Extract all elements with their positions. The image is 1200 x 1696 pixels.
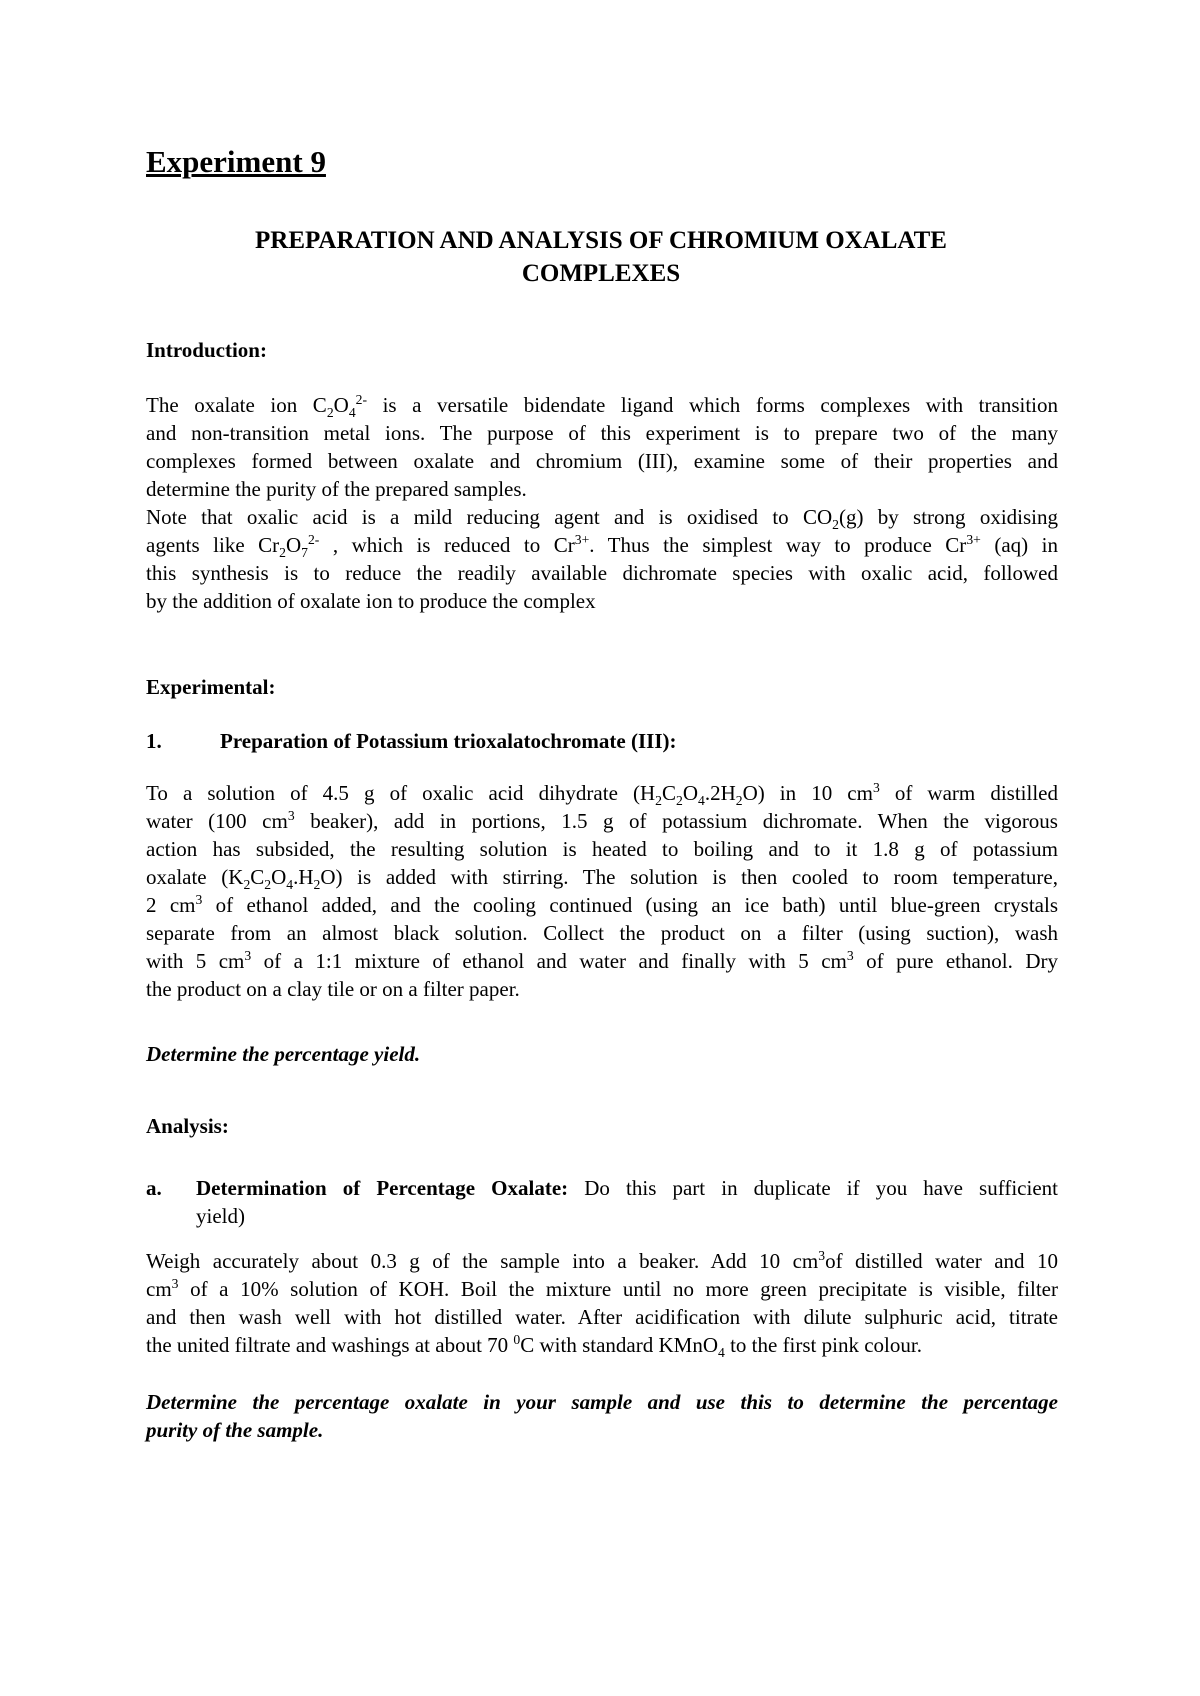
intro-note-line-3: this synthesis is to reduce the readily available dichromate species with oxalic acid, followed (146, 561, 1058, 585)
exp-line-4: oxalate $(K_2C_2O_4.H_2O)$ is added with stirring. The solution is then cooled to room temperature, (146, 865, 1058, 893)
intro-note-line-4: by the addition of oxalate ion to produce the complex (146, 589, 596, 613)
item-1-number: 1. (146, 729, 162, 753)
introduction-heading: Introduction: (146, 338, 267, 362)
exp-line-7: with 5 $cm^3$ of a 1:1 mixture of ethanol and water and finally with 5 $cm^3$ of pure ethanol. Dry (146, 948, 1058, 973)
intro-line-2: and non-transition metal ions. The purpose of this experiment is to prepare two of the many (146, 421, 1058, 445)
experiment-title: Experiment 9 (146, 144, 326, 179)
exp-line-3: action has subsided, the resulting solution is heated to boiling and to it 1.8 g of potassium (146, 837, 1058, 861)
item-1-title: Preparation of Potassium trioxalatochromate (III): (220, 729, 677, 753)
item-a-marker: a. (146, 1176, 162, 1200)
experimental-heading: Experimental: (146, 675, 276, 699)
analysis-heading: Analysis: (146, 1114, 229, 1138)
exp-line-8: the product on a clay tile or on a filter paper. (146, 977, 520, 1001)
main-title (146, 224, 1056, 290)
intro-line-1: The oxalate ion $C_2O_4^{2-}$ is a versatile bidendate ligand which forms complexes with transition (146, 392, 1058, 421)
intro-line-3: complexes formed between oxalate and chromium (III), examine some of their properties and (146, 449, 1058, 473)
ana-line-1: Weigh accurately about 0.3 g of the sample into a beaker. Add 10 $cm^3of$ distilled water and 10 (146, 1248, 1059, 1273)
ana-line-4: the united filtrate and washings at about 70 $^0$C with standard KMnO$_4$ to the first pink colour. (146, 1332, 922, 1361)
intro-note-line-1: Note that oxalic acid is a mild reducing agent and is oxidised to $CO_2(g)$ by strong oxidising (146, 505, 1058, 533)
item-a-line-1: Determination of Percentage Oxalate: Do this part in duplicate if you have sufficient (196, 1176, 1058, 1200)
exp-line-2: water (100 $cm^3$ beaker), add in portions, 1.5 g of potassium dichromate. When the vigorous (146, 808, 1058, 833)
exp-line-5: 2 $cm^3$ of ethanol added, and the cooling continued (using an ice bath) until blue-green crystals (146, 892, 1058, 917)
exp-line-1: To a solution of 4.5 g of oxalic acid dihydrate $(H_2C_2O_4.2H_2O)$ in 10 $cm^3$ of warm distilled (146, 780, 1058, 809)
item-a-title: Determination of Percentage Oxalate: (196, 1176, 569, 1200)
final-instruction-line-2: purity of the sample. (146, 1418, 324, 1442)
ana-line-2: $cm^3$ of a 10% solution of KOH. Boil the mixture until no more green precipitate is visible, filter (146, 1276, 1058, 1301)
item-a-body (196, 1174, 1058, 1230)
main-title-line-1: PREPARATION AND ANALYSIS OF CHROMIUM OXALATE (255, 227, 947, 254)
item-a-line-2: yield) (196, 1204, 245, 1228)
introduction-paragraph (146, 391, 1058, 615)
intro-line-4: determine the purity of the prepared samples. (146, 477, 527, 501)
final-instruction (146, 1388, 1058, 1444)
intro-note-line-2: agents like $Cr_2O_7^{2-}$ , which is reduced to $Cr^{3+}$. Thus the simplest way to produce $Cr^{3+}$ (aq) in (146, 532, 1058, 561)
analysis-paragraph (146, 1247, 1058, 1359)
ana-line-3: and then wash well with hot distilled water. After acidification with dilute sulphuric acid, titrate (146, 1305, 1058, 1329)
yield-instruction: Determine the percentage yield. (146, 1042, 421, 1066)
exp-line-6: separate from an almost black solution. Collect the product on a filter (using suction), wash (146, 921, 1058, 945)
main-title-line-2: COMPLEXES (521, 260, 681, 287)
experimental-paragraph (146, 779, 1058, 1003)
final-instruction-line-1: Determine the percentage oxalate in your sample and use this to determine the percentage (146, 1390, 1058, 1414)
